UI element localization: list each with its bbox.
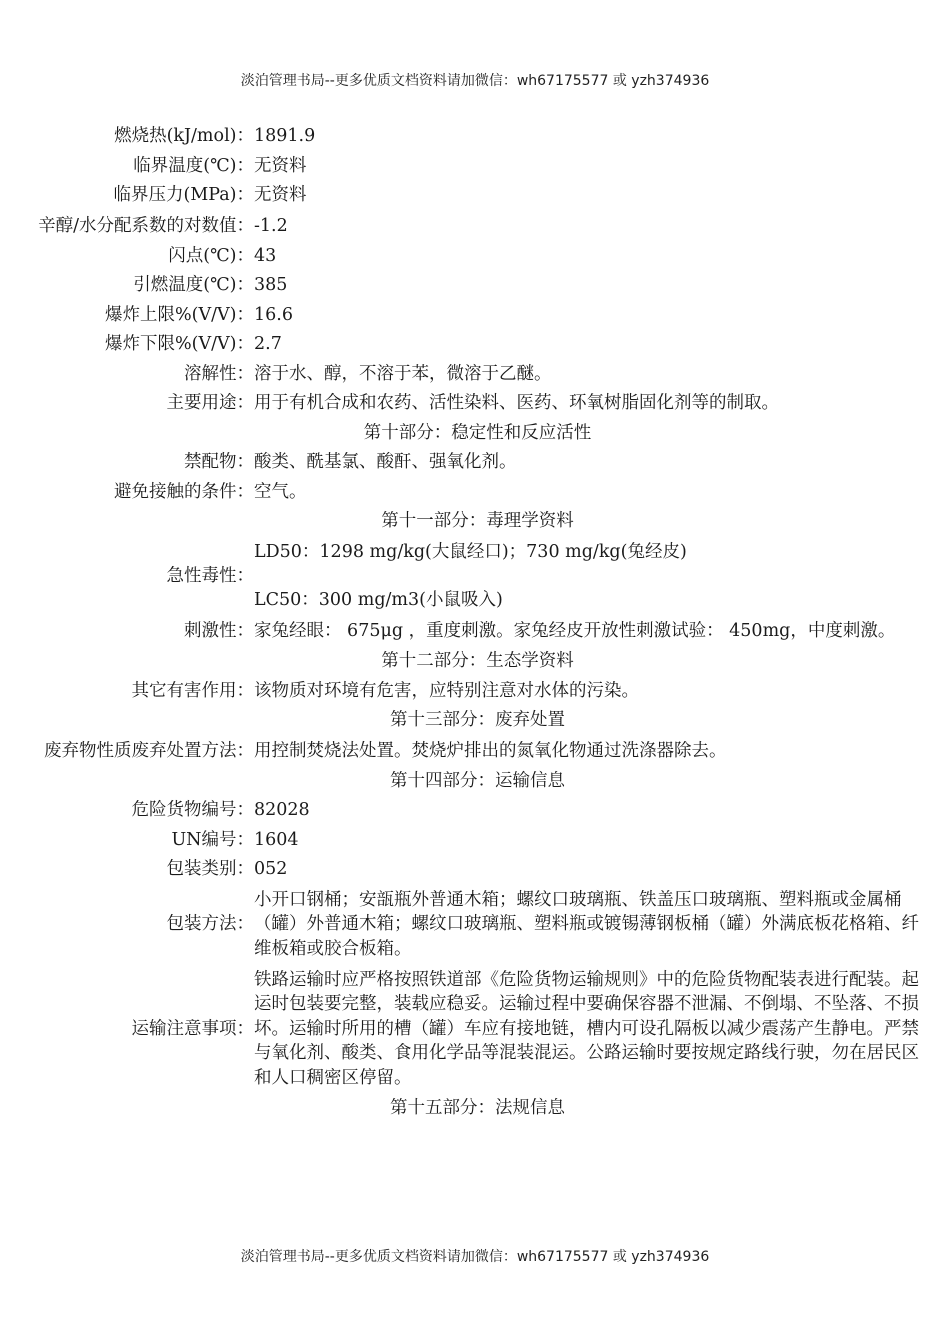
row-acute-toxicity [30,540,925,613]
value: 16.6 [254,304,293,325]
section-13-title: 第十三部分：废弃处置 [390,710,565,730]
label: 闪点(℃)： [168,245,254,266]
value [254,540,925,613]
value: 无资料 [254,185,307,205]
value: 空气。 [254,481,307,502]
ld50-value: LD50：1298 mg/kg(大鼠经口)；730 mg/kg(兔经皮) [254,541,687,562]
row-irritation [30,619,925,644]
row-dangerous-goods-no [30,799,925,822]
page-footer: 淡泊管理书局--更多优质文档资料请加微信：wh67175577 或 yzh374936 [240,1249,710,1265]
value: 酸类、酰基氯、酸酐、强氧化剂。 [254,452,517,472]
value: 家兔经眼： 675μg ，重度刺激。家兔经皮开放性刺激试验： 450mg，中度刺激。 [254,621,896,641]
value: 385 [254,275,288,295]
row-main-use [30,392,925,415]
section-12-title: 第十二部分：生态学资料 [381,651,574,671]
label: 包装类别： [166,859,254,879]
value: 82028 [254,800,310,820]
row-avoid-conditions [30,481,925,504]
label: 包装方法： [166,914,254,935]
row-packing-group [30,858,925,881]
value: 该物质对环境有危害，应特别注意对水体的污染。 [254,680,639,701]
row-transport-notes [30,968,925,1091]
label: 燃烧热(kJ/mol)： [114,126,254,146]
row-other-hazards [30,680,925,703]
lc50-value: LC50：300 mg/m3(小鼠吸入) [254,590,503,610]
value: 用于有机合成和农药、活性染料、医药、环氧树脂固化剂等的制取。 [254,393,779,413]
label: 刺激性： [184,621,254,642]
section-10-title: 第十部分：稳定性和反应活性 [363,422,592,443]
row-critical-pressure [30,184,925,207]
page-header: 淡泊管理书局--更多优质文档资料请加微信：wh67175577 或 yzh374936 [240,73,710,89]
row-explosion-lower [30,333,925,356]
row-solubility [30,363,925,386]
value: 用控制焚烧法处置。焚烧炉排出的氮氧化物通过洗涤器除去。 [254,740,727,761]
row-flash-point [30,245,925,268]
value: 小开口钢桶；安瓿瓶外普通木箱；螺纹口玻璃瓶、铁盖压口玻璃瓶、塑料瓶或金属桶（罐）外普通木箱；螺纹口玻璃瓶、塑料瓶或镀锡薄钢板桶（罐）外满底板花格箱、纤维板箱或胶合板箱。 [254,889,919,959]
label: 废弃物性质废弃处置方法： [44,740,254,761]
label: 运输注意事项： [131,1018,254,1039]
section-14-title: 第十四部分：运输信息 [390,770,565,791]
section-15-title: 第十五部分：法规信息 [390,1097,565,1118]
row-explosion-upper [30,304,925,327]
label: 危险货物编号： [131,800,254,820]
label: 禁配物： [184,452,254,472]
label: 急性毒性： [166,566,254,586]
row-ignition-temp [30,274,925,297]
label: 临界温度(℃)： [133,155,254,176]
section-11-title: 第十一部分：毒理学资料 [381,511,574,531]
value: 无资料 [254,155,307,176]
label: 其它有害作用： [131,680,254,701]
row-log-kow [30,214,925,239]
label: 临界压力(MPa)： [113,185,254,205]
value: 052 [254,859,288,879]
label: 避免接触的条件： [114,481,254,502]
row-heat-of-combustion [30,125,925,148]
row-critical-temp [30,155,925,178]
value: 铁路运输时应严格按照铁道部《危险货物运输规则》中的危险货物配装表进行配装。起运时包装要完整，装载应稳妥。运输过程中要确保容器不泄漏、不倒塌、不坠落、不损坏。运输时所用的槽（罐）车应有接地链，槽内可设孔隔板以减少震荡产生静电。严禁与氧化剂、酸类、食用化学品等混装混运。公路运输时要按规定路线行驶，勿在居民区和人口稠密区停留。 [254,969,919,1088]
label: 溶解性： [184,363,254,384]
value: 1891.9 [254,126,316,146]
row-un-number [30,829,925,852]
label: 爆炸上限%(V/V)： [105,304,254,325]
label: 爆炸下限%(V/V)： [105,334,254,354]
label: 引燃温度(℃)： [133,275,254,295]
label: 辛醇/水分配系数的对数值： [38,215,254,236]
value: 2.7 [254,334,282,354]
label: UN编号： [171,829,254,850]
value: 溶于水、醇，不溶于苯，微溶于乙醚。 [254,363,552,384]
value: -1.2 [254,215,288,236]
document-body [30,125,925,1126]
row-disposal [30,739,925,764]
value: 43 [254,245,277,266]
value: 1604 [254,829,299,850]
row-packing-method [30,888,925,962]
row-incompatible [30,451,925,474]
label: 主要用途： [166,393,254,413]
